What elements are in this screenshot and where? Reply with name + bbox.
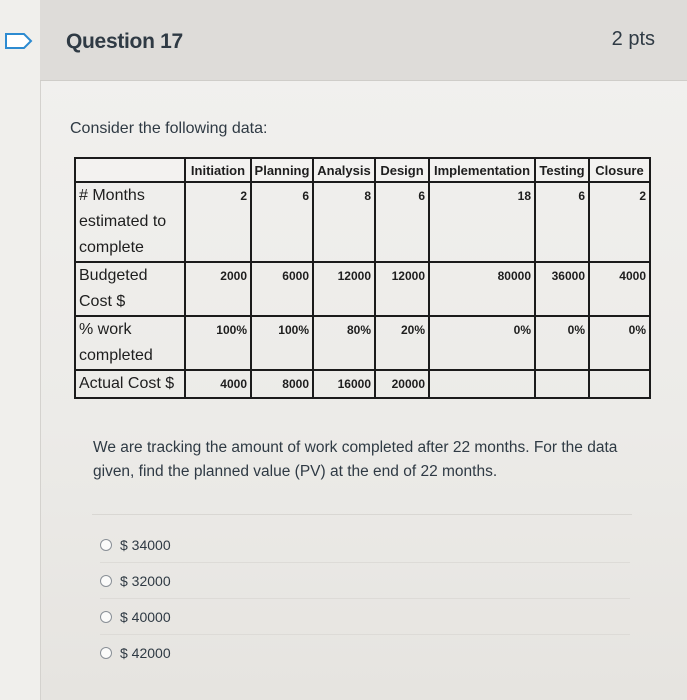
radio-icon[interactable] — [100, 539, 112, 551]
table-cell: 8 — [313, 182, 375, 262]
column-header: Analysis — [313, 158, 375, 182]
flag-question-icon[interactable] — [4, 32, 34, 50]
answer-option[interactable] — [100, 635, 630, 670]
answer-label: $ 40000 — [120, 608, 171, 625]
row-label: # Months estimated to complete — [75, 182, 185, 262]
table-cell: 4000 — [185, 370, 251, 398]
table-cell: 80000 — [429, 262, 535, 316]
answer-label: $ 42000 — [120, 644, 171, 661]
table-cell: 18 — [429, 182, 535, 262]
table-cell: 20000 — [375, 370, 429, 398]
table-header-row — [75, 158, 650, 182]
table-cell: 6000 — [251, 262, 313, 316]
table-corner-cell — [75, 158, 185, 182]
table-cell: 20% — [375, 316, 429, 370]
table-cell: 36000 — [535, 262, 589, 316]
column-header: Closure — [589, 158, 650, 182]
table-cell — [535, 370, 589, 398]
answer-label: $ 34000 — [120, 536, 171, 553]
table-cell: 80% — [313, 316, 375, 370]
question-intro: Consider the following data: — [70, 120, 268, 137]
table-cell — [429, 370, 535, 398]
table-cell: 2 — [185, 182, 251, 262]
answer-list — [100, 527, 630, 670]
answer-option[interactable] — [100, 527, 630, 563]
table-cell: 0% — [429, 316, 535, 370]
question-title: Question 17 — [66, 30, 183, 53]
column-header: Design — [375, 158, 429, 182]
question-points: 2 pts — [611, 28, 655, 50]
radio-icon[interactable] — [100, 647, 112, 659]
table-cell — [589, 370, 650, 398]
table-cell: 6 — [375, 182, 429, 262]
table-row — [75, 182, 650, 262]
data-table — [74, 157, 651, 399]
column-header: Initiation — [185, 158, 251, 182]
table-cell: 6 — [535, 182, 589, 262]
row-label: Actual Cost $ — [75, 370, 185, 398]
table-cell: 16000 — [313, 370, 375, 398]
table-cell: 0% — [589, 316, 650, 370]
radio-icon[interactable] — [100, 611, 112, 623]
column-header: Testing — [535, 158, 589, 182]
table-cell: 4000 — [589, 262, 650, 316]
column-header: Planning — [251, 158, 313, 182]
data-table-container — [74, 157, 649, 397]
answer-option[interactable] — [100, 563, 630, 599]
question-text: We are tracking the amount of work completed after 22 months. For the data given, find the planned value (PV) at the end of 22 months. — [93, 439, 618, 480]
question-sidebar — [0, 0, 41, 700]
row-label: Budgeted Cost $ — [75, 262, 185, 316]
table-cell: 12000 — [313, 262, 375, 316]
table-cell: 8000 — [251, 370, 313, 398]
table-cell: 100% — [251, 316, 313, 370]
table-row — [75, 370, 650, 398]
divider — [92, 514, 632, 515]
table-cell: 6 — [251, 182, 313, 262]
table-cell: 2000 — [185, 262, 251, 316]
column-header: Implementation — [429, 158, 535, 182]
table-row — [75, 262, 650, 316]
answer-option[interactable] — [100, 599, 630, 635]
table-row — [75, 316, 650, 370]
answer-label: $ 32000 — [120, 572, 171, 589]
row-label: % work completed — [75, 316, 185, 370]
radio-icon[interactable] — [100, 575, 112, 587]
table-cell: 12000 — [375, 262, 429, 316]
table-cell: 100% — [185, 316, 251, 370]
table-cell: 0% — [535, 316, 589, 370]
table-cell: 2 — [589, 182, 650, 262]
